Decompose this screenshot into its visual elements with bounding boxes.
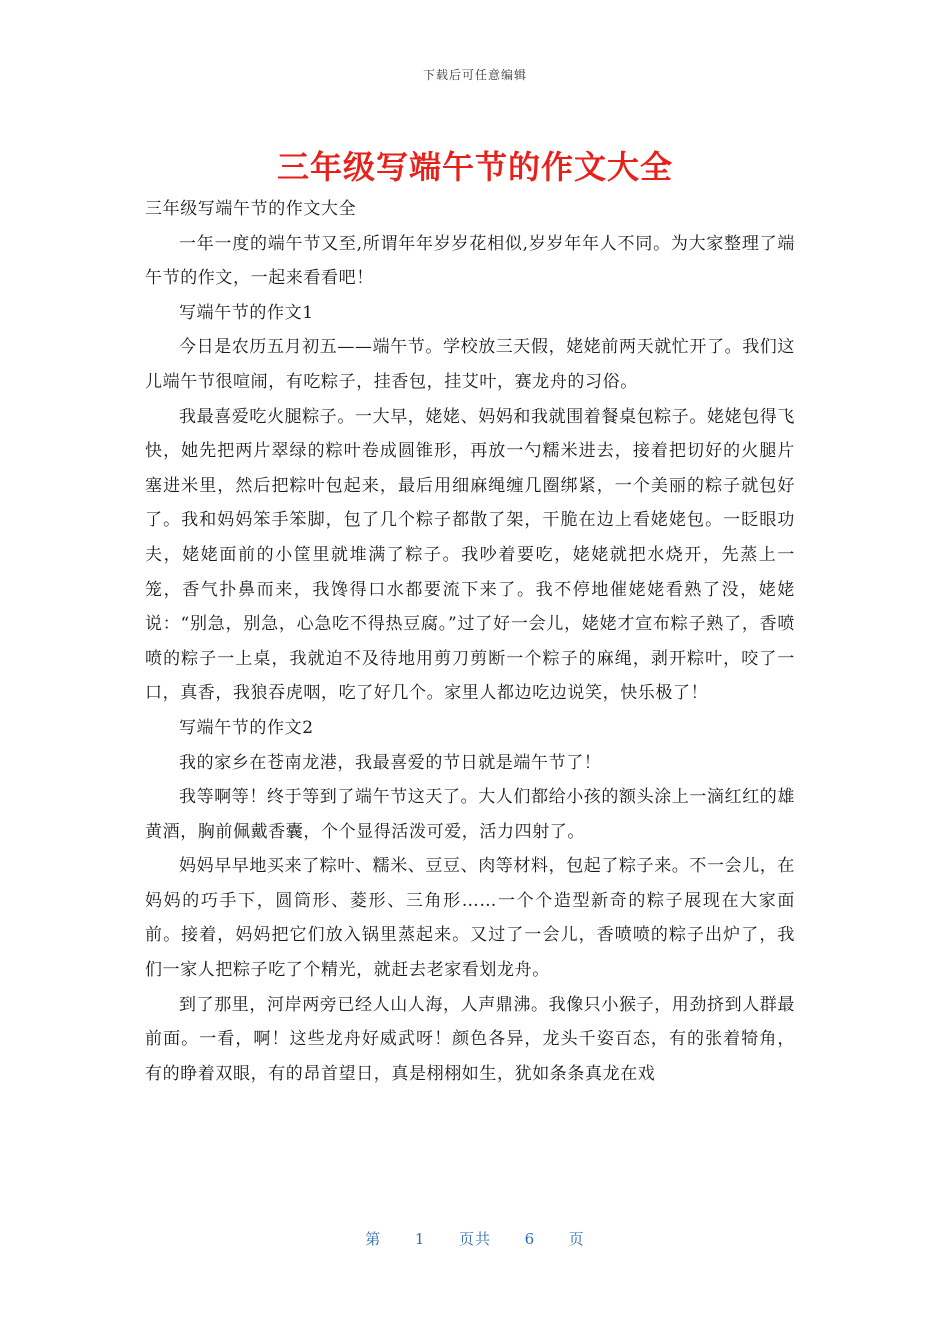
body-paragraph: 我的家乡在苍南龙港，我最喜爱的节日就是端午节了！ (179, 752, 602, 773)
document-title: 三年级写端午节的作文大全 (276, 148, 673, 186)
footer-page-number: 1 (414, 1230, 426, 1248)
body-paragraph: 妈妈早早地买来了粽叶、糯米、豆豆、肉等材料，包起了粽子来。不一会儿，在妈妈的巧手下，圆筒形、菱形、三角形……一个个造型新奇的粽子展现在大家面前。接着，妈妈把它们放入锅里蒸起来。又过了一会儿，香喷喷的粽子出炉了，我们一家人把粽子吃了个精光，就赶去老家看划龙舟。 (145, 856, 795, 981)
document-body (145, 192, 795, 1091)
footer-total-pages: 6 (524, 1230, 536, 1248)
footer-page-label: 第 (365, 1230, 382, 1248)
page-footer (0, 1228, 950, 1249)
section-heading-1: 写端午节的作文1 (179, 302, 314, 323)
body-paragraph: 到了那里，河岸两旁已经人山人海，人声鼎沸。我像只小猴子，用劲挤到人群最前面。一看，啊！这些龙舟好威武呀！颜色各异，龙头千姿百态，有的张着犄角，有的睁着双眼，有的昂首望日，真是栩栩如生，犹如条条真龙在戏 (145, 994, 795, 1084)
footer-page-suffix: 页 (568, 1230, 585, 1248)
body-paragraph: 我等啊等！终于等到了端午节这天了。大人们都给小孩的额头涂上一滴红红的雄黄酒，胸前佩戴香囊，个个显得活泼可爱，活力四射了。 (145, 787, 795, 842)
body-paragraph: 今日是农历五月初五——端午节。学校放三天假，姥姥前两天就忙开了。我们这儿端午节很喧闹，有吃粽子，挂香包，挂艾叶，赛龙舟的习俗。 (145, 337, 795, 392)
body-paragraph: 我最喜爱吃火腿粽子。一大早，姥姥、妈妈和我就围着餐桌包粽子。姥姥包得飞快，她先把两片翠绿的粽叶卷成圆锥形，再放一勺糯米进去，接着把切好的火腿片塞进米里，然后把粽叶包起来，最后用细麻绳缠几圈绑紧，一个美丽的粽子就包好了。我和妈妈笨手笨脚，包了几个粽子都散了架，干脆在边上看姥姥包。一眨眼功夫，姥姥面前的小筐里就堆满了粽子。我吵着要吃，姥姥就把水烧开，先蒸上一笼，香气扑鼻而来，我馋得口水都要流下来了。我不停地催姥姥看熟了没，姥姥说：“别急，别急，心急吃不得热豆腐。”过了好一会儿，姥姥才宣布粽子熟了，香喷喷的粽子一上桌，我就迫不及待地用剪刀剪断一个粽子的麻绳，剥开粽叶，咬了一口，真香，我狼吞虎咽，吃了好几个。家里人都边吃边说笑，快乐极了！ (145, 406, 795, 704)
footer-total-label: 页共 (458, 1230, 491, 1248)
section-heading-2: 写端午节的作文2 (179, 717, 314, 738)
intro-paragraph: 一年一度的端午节又至,所谓年年岁岁花相似,岁岁年年人不同。为大家整理了端午节的作文，一起来看看吧！ (145, 233, 795, 289)
subtitle-paragraph: 三年级写端午节的作文大全 (145, 199, 357, 219)
header-note: 下载后可任意编辑 (422, 68, 527, 82)
